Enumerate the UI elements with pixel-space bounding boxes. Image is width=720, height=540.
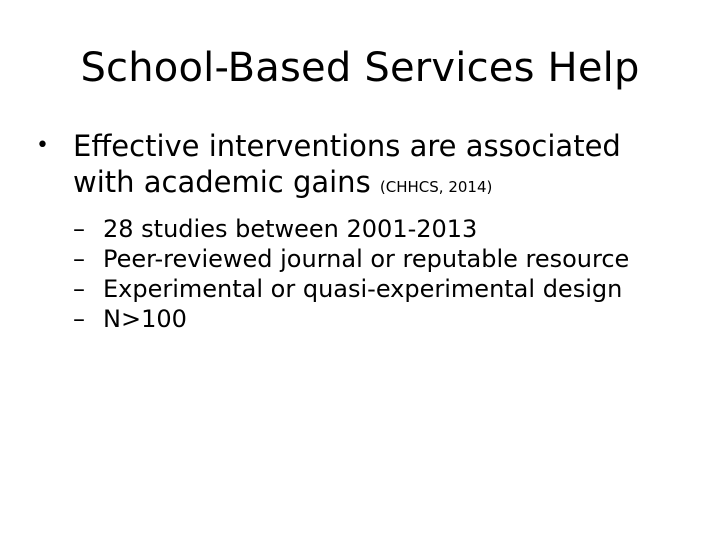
dash-marker: – [73,275,85,303]
dash-marker: – [73,305,85,333]
sub-bullet-item [73,304,693,334]
sub-bullet-item [73,214,693,244]
sub-bullet-item [73,274,693,304]
sub-bullet-list [73,214,693,334]
slide-title: School-Based Services Help [80,45,640,91]
dash-marker: – [73,245,85,273]
main-bullet-line1: Effective interventions are associated [73,129,621,163]
main-bullet-line2: with academic gains [73,165,371,199]
dash-marker: – [73,215,85,243]
main-bullet-text [73,128,673,205]
bullet-marker: • [36,133,49,158]
sub-bullet-text: 28 studies between 2001-2013 [103,215,478,243]
sub-bullet-text: N>100 [103,305,187,333]
sub-bullet-item [73,244,693,274]
citation: (CHHCS, 2014) [379,178,493,196]
sub-bullet-text: Experimental or quasi-experimental design [103,275,623,303]
sub-bullet-text: Peer-reviewed journal or reputable resource [103,245,630,273]
